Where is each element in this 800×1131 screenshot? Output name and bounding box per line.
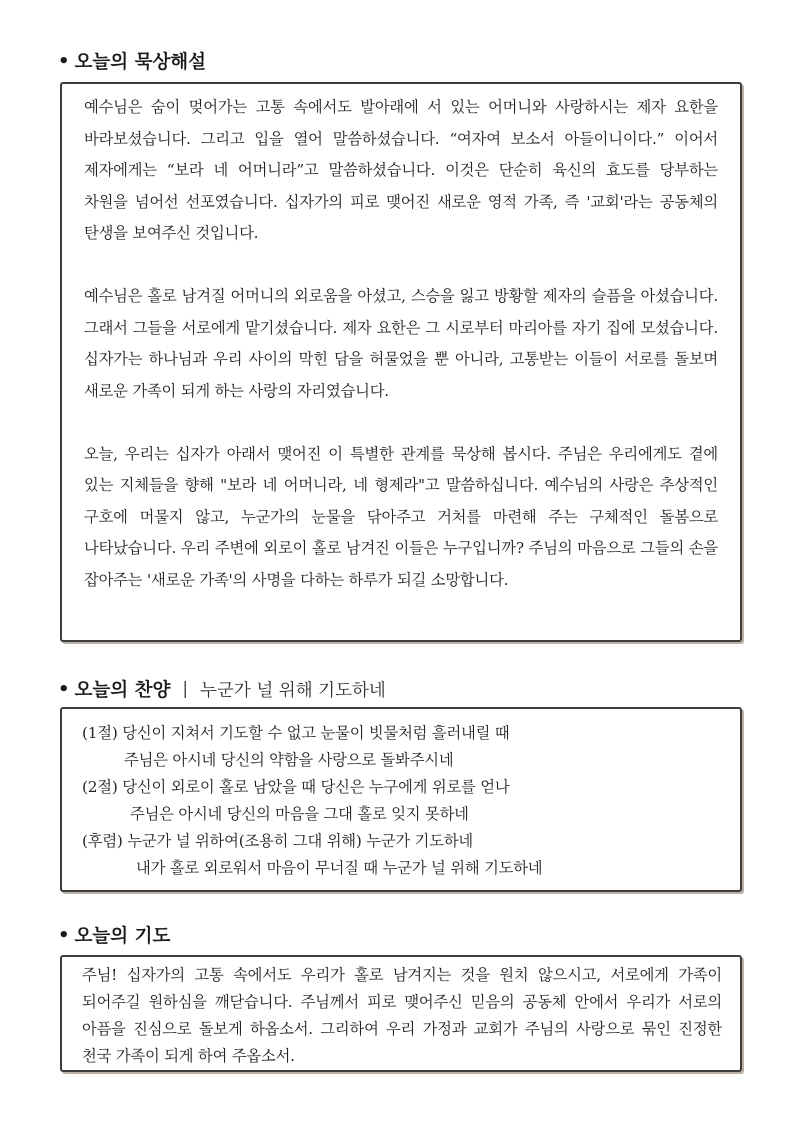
- bullet-icon: •: [58, 50, 70, 72]
- lyric-line: (1절) 당신이 지쳐서 기도할 수 없고 눈물이 빗물처럼 흘러내릴 때: [82, 724, 510, 742]
- hymn-box: [60, 707, 742, 892]
- bullet-icon: •: [58, 924, 70, 946]
- hymn-heading: [58, 676, 386, 702]
- meditation-heading-text: 오늘의 묵상해설: [74, 52, 207, 73]
- meditation-paragraph-3: 오늘, 우리는 십자가 아래서 맺어진 이 특별한 관계를 묵상해 봅시다. 주님은 우리에게도 곁에 있는 지체들을 향해 "보라 네 어머니라, 네 형제라"고 말씀하십니다. 예수님의 사랑은 추상적인 구호에 머물지 않고, 누군가의 눈물을 닦아주고 거처를 마련해 주는 구체적인 돌봄으로 나타났습니다. 우리 주변에 외로이 홀로 남겨진 이들은 누구입니까? 주님의 마음으로 그들의 손을 잡아주는 '새로운 가족'의 사명을 다하는 하루가 되길 소망합니다.: [84, 444, 718, 589]
- song-title: 누군가 널 위해 기도하네: [200, 680, 386, 701]
- lyric-line: 주님은 아시네 당신의 약함을 사랑으로 돌봐주시네: [124, 751, 454, 769]
- meditation-paragraph-2: 예수님은 홀로 남겨질 어머니의 외로움을 아셨고, 스승을 잃고 방황할 제자의 슬픔을 아셨습니다. 그래서 그들을 서로에게 맡기셨습니다. 제자 요한은 그 시로부터 마리아를 자기 집에 모셨습니다. 십자가는 하나님과 우리 사이의 막힌 담을 허물었을 뿐 아니라, 고통받는 이들이 서로를 돌보며 새로운 가족이 되게 하는 사랑의 자리였습니다.: [84, 287, 718, 400]
- prayer-heading-text: 오늘의 기도: [74, 926, 171, 947]
- prayer-text: 주님! 십자가의 고통 속에서도 우리가 홀로 남겨지는 것을 원치 않으시고, 서로에게 가족이 되어주길 원하심을 깨닫습니다. 주님께서 피로 맺어주신 믿음의 공동체 안에서 우리가 서로의 아픔을 진심으로 돌보게 하옵소서. 그리하여 우리 가정과 교회가 주님의 사랑으로 묶인 진정한 천국 가족이 되게 하여 주옵소서.: [82, 966, 722, 1065]
- prayer-box: [60, 955, 742, 1072]
- lyric-line: (후렴) 누군가 널 위하여(조용히 그대 위해) 누군가 기도하네: [82, 832, 473, 850]
- meditation-paragraph-1: 예수님은 숨이 멎어가는 고통 속에서도 발아래에 서 있는 어머니와 사랑하시는 제자 요한을 바라보셨습니다. 그리고 입을 열어 말씀하셨습니다. “여자여 보소서 아들이니이다.” 이어서 제자에게는 “보라 네 어머니라”고 말씀하셨습니다. 이것은 단순히 육신의 효도를 당부하는 차원을 넘어선 선포였습니다. 십자가의 피로 맺어진 새로운 영적 가족, 즉 '교회'라는 공동체의 탄생을 보여주신 것입니다.: [84, 98, 718, 242]
- bullet-icon: •: [58, 678, 70, 700]
- lyric-line: (2절) 당신이 외로이 홀로 남았을 때 당신은 누구에게 위로를 얻나: [82, 778, 510, 796]
- hymn-heading-text: 오늘의 찬양: [74, 680, 171, 701]
- meditation-heading: [58, 48, 206, 74]
- meditation-box: [60, 82, 742, 642]
- lyric-line: 내가 홀로 외로워서 마음이 무너질 때 누군가 널 위해 기도하네: [136, 859, 543, 877]
- prayer-heading: [58, 922, 170, 948]
- heading-separator: |: [182, 679, 189, 699]
- lyric-line: 주님은 아시네 당신의 마음을 그대 홀로 잊지 못하네: [130, 805, 469, 823]
